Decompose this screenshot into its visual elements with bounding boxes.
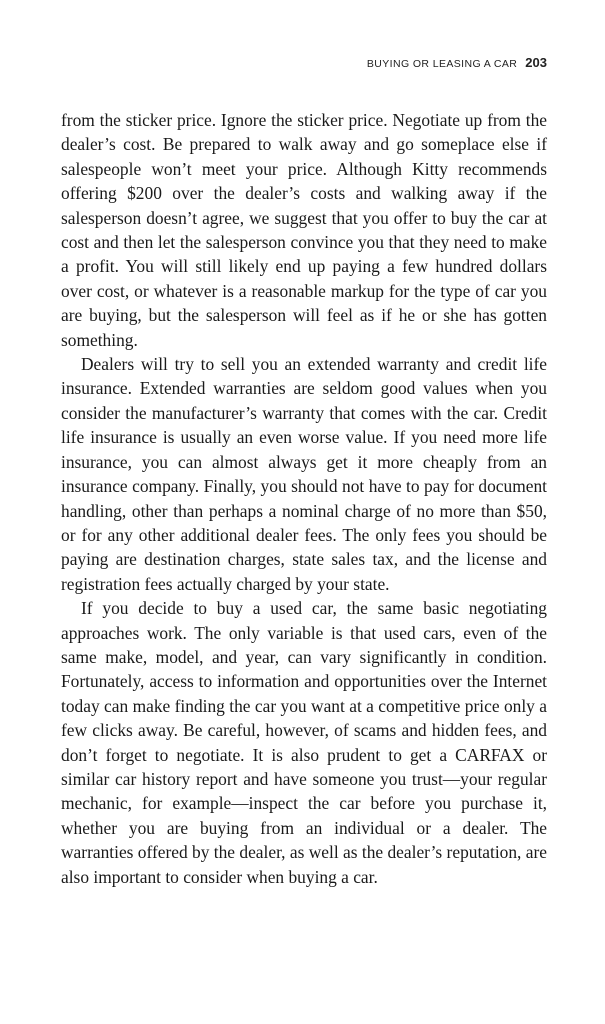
paragraph-continued: from the sticker price. Ignore the sticker price. Negotiate up from the dealer’s cost. Be prepared to walk away and go someplace else if salespeople won’t meet your price. Although Kitty recommends offering $200 over the dealer’s costs and walking away if the salesperson doesn’t agree, we suggest that you offer to buy the car at cost and then let the salesperson convince you that they need to make a profit. You will still likely end up paying a few hundred dollars over cost, or whatever is a reasonable markup for the type of car you are buying, but the salesperson will feel as if he or she has gotten something. [61,110,547,350]
body-text [61,108,547,889]
paragraph-warranty: Dealers will try to sell you an extended warranty and credit life insurance. Extended warranties are seldom good values when you consider the manufacturer’s warranty that comes with the car. Credit life insurance is usually an even worse value. If you need more life insurance, you can almost always get it more cheaply from an insurance company. Finally, you should not have to pay for document handling, other than perhaps a nominal charge of no more than $50, or for any other additional dealer fees. The only fees you should be paying are destination charges, state sales tax, and the license and registration fees actually charged by your state. [61,354,547,594]
paragraph-used-car: If you decide to buy a used car, the same basic negotiating approaches work. The only variable is that used cars, even of the same make, model, and year, can vary significantly in condition. Fortunately, access to information and opportunities over the Internet today can make finding the car you want at a competitive price only a few clicks away. Be careful, however, of scams and hidden fees, and don’t forget to negotiate. It is also prudent to get a CARFAX or similar car history report and have someone you trust—your regular mechanic, for example—inspect the car before you purchase it, whether you are buying from an individual or a dealer. The warranties offered by the dealer, as well as the dealer’s reputation, are also important to consider when buying a car. [61,598,547,887]
page-number: 203 [525,55,547,70]
chapter-title: BUYING OR LEASING A CAR [366,58,518,70]
running-head [367,55,547,70]
